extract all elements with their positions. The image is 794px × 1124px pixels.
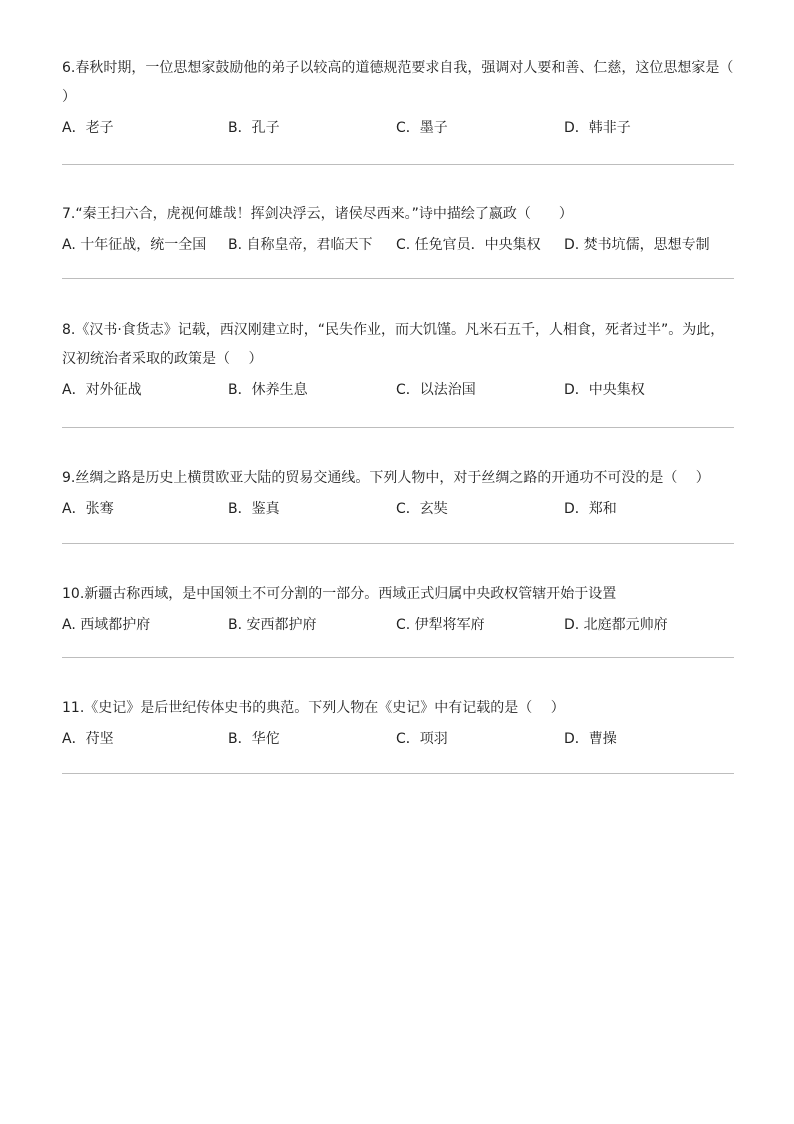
option-row — [62, 378, 734, 402]
question-stem: 8.《汉书·食货志》记载，西汉刚建立时，“民失作业，而大饥馑。凡米石五千，人相食，死者过半”。为此，汉初统治者采取的政策是（ ） — [62, 322, 725, 367]
option-a: A. 西域都护府 — [62, 617, 151, 633]
option-row — [62, 116, 734, 140]
option-row — [62, 613, 734, 637]
question-6 — [62, 54, 734, 140]
option-b: B．休养生息 — [228, 382, 308, 398]
option-d: D．郑和 — [564, 501, 617, 517]
option-c: C．以法治国 — [396, 382, 476, 398]
option-a: A. 十年征战，统一全国 — [62, 237, 207, 253]
option-d: D. 焚书坑儒，思想专制 — [564, 237, 710, 253]
option-a: A．老子 — [62, 120, 114, 136]
option-row — [62, 233, 734, 257]
option-d: D．中央集权 — [564, 382, 645, 398]
question-stem: 7.“秦王扫六合，虎视何雄哉！挥剑决浮云，诸侯尽西来。”诗中描绘了嬴政（ ） — [62, 206, 573, 222]
option-row — [62, 727, 734, 751]
option-b: B．鉴真 — [228, 501, 280, 517]
question-10 — [62, 580, 734, 637]
option-c: C．墨子 — [396, 120, 448, 136]
question-9 — [62, 464, 734, 521]
question-divider — [62, 773, 734, 774]
option-a: A．苻坚 — [62, 731, 114, 747]
option-a: A．张骞 — [62, 501, 114, 517]
option-d: D．韩非子 — [564, 120, 631, 136]
question-divider — [62, 427, 734, 428]
option-row — [62, 497, 734, 521]
question-divider — [62, 278, 734, 279]
option-b: B．华佗 — [228, 731, 280, 747]
option-c: C．玄奘 — [396, 501, 448, 517]
question-7 — [62, 200, 734, 257]
question-divider — [62, 164, 734, 165]
option-d: D．曹操 — [564, 731, 617, 747]
question-divider — [62, 657, 734, 658]
option-c: C．项羽 — [396, 731, 448, 747]
option-c: C. 任免官员．中央集权 — [396, 237, 541, 253]
option-d: D. 北庭都元帅府 — [564, 617, 668, 633]
question-stem: 11.《史记》是后世纪传体史书的典范。下列人物在《史记》中有记载的是（ ） — [62, 700, 565, 716]
question-stem: 10.新疆古称西域，是中国领土不可分割的一部分。西域正式归属中央政权管辖开始于设置 — [62, 586, 617, 602]
question-stem: 6.春秋时期，一位思想家鼓励他的弟子以较高的道德规范要求自我，强调对人要和善、仁慈，这位思想家是（ ） — [62, 60, 734, 105]
question-8 — [62, 316, 734, 402]
option-c: C. 伊犁将军府 — [396, 617, 485, 633]
question-11 — [62, 694, 734, 751]
option-b: B. 自称皇帝，君临天下 — [228, 237, 373, 253]
option-b: B. 安西都护府 — [228, 617, 317, 633]
option-b: B．孔子 — [228, 120, 280, 136]
option-a: A．对外征战 — [62, 382, 142, 398]
question-stem: 9.丝绸之路是历史上横贯欧亚大陆的贸易交通线。下列人物中，对于丝绸之路的开通功不可没的是（ ） — [62, 470, 710, 486]
question-divider — [62, 543, 734, 544]
